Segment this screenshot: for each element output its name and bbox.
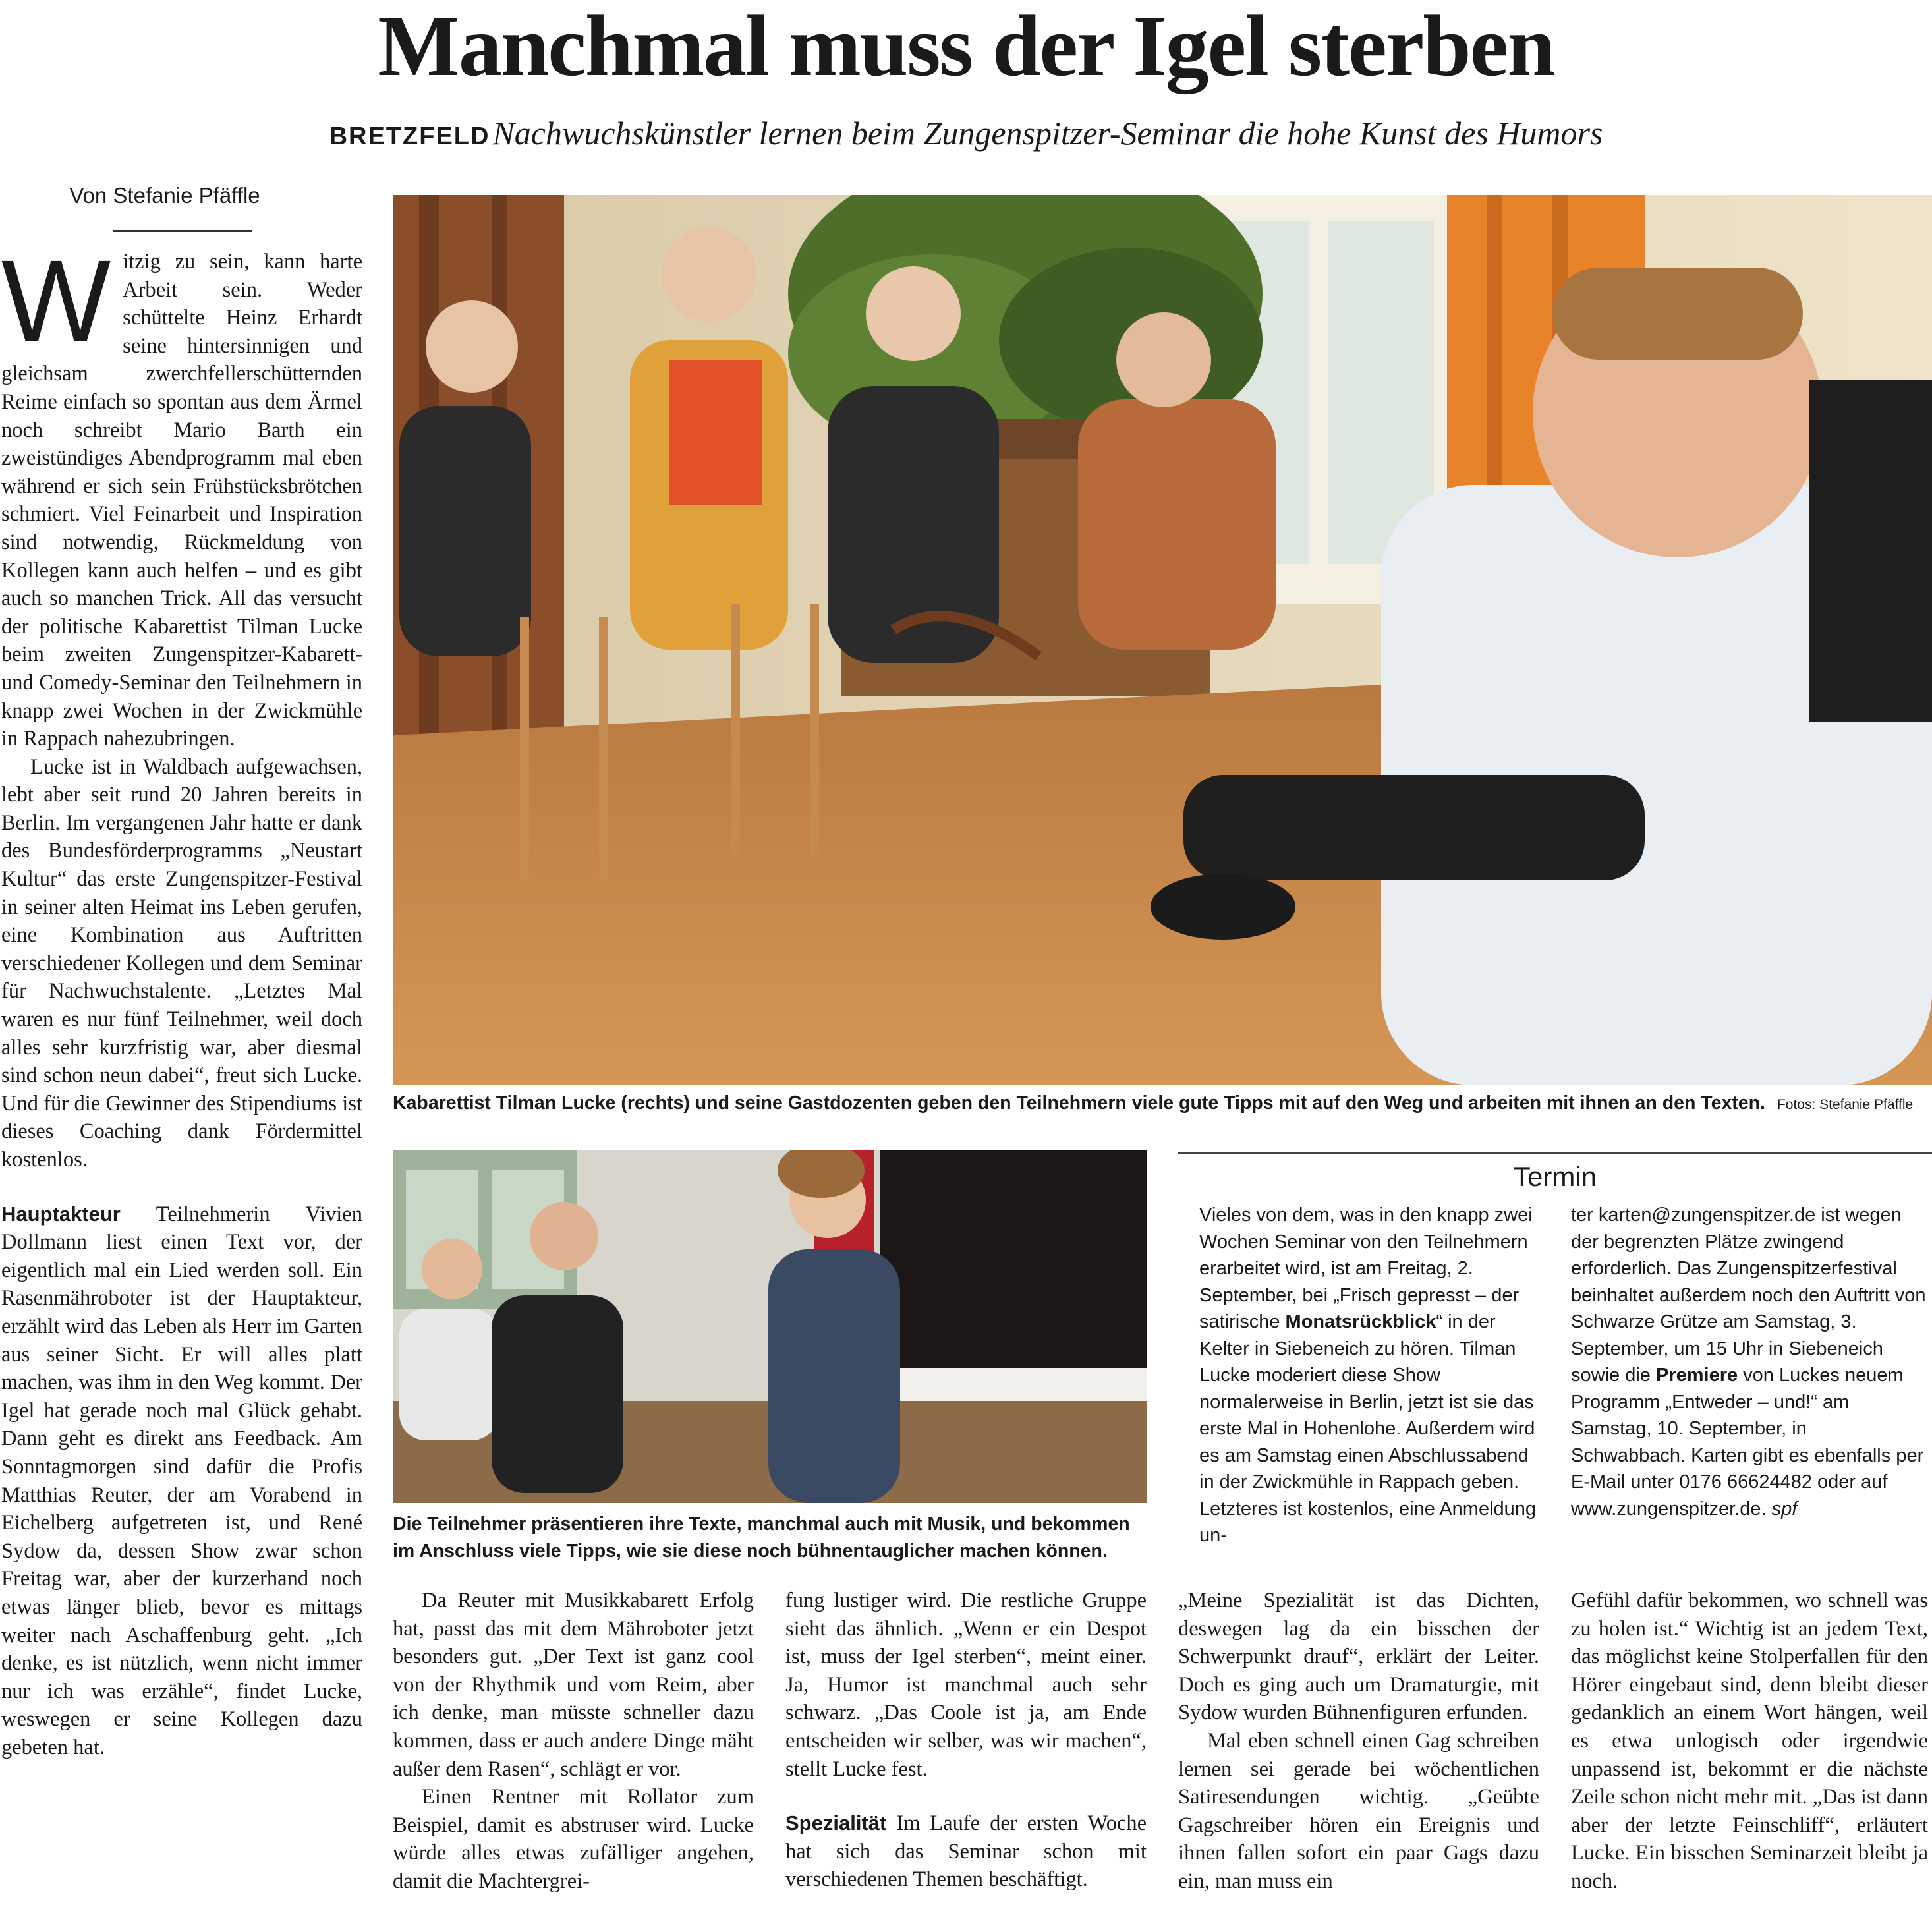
paragraph-1: itzig zu sein, kann harte Arbeit sein. Weder schüttelte Heinz Erhardt seine hintersinnigen und gleichsam zwerchfellerschütternden Reime einfach so spontan aus dem Ärmel noch schreibt Mario Barth ein zweistündiges Abendprogramm mal eben während er sich sein Frühstücksbrötchen schmiert. Viel Feinarbeit und Inspiration sind notwendig, Rückmeldung von Kollegen kann auch helfen – und es gibt auch so manchen Trick. All das versucht der politische Kabarettist Tilman Lucke beim zweiten Zungenspitzer-Kabarett- und Comedy-Seminar den Teilnehmern in knapp zwei Wochen in der Zwickmühle in Rappach nahezubringen.: [1, 250, 362, 751]
photo-credit: Fotos: Stefanie Pfäffle: [1776, 1097, 1914, 1112]
col4-paragraph-1: „Meine Spezialität ist das Dichten, deswegen lag da ein bisschen der Schwerpunkt drauf“, erklärt der Leiter. Doch es ging auch um Dramaturgie, mit Sydow wurden Bühnenfiguren erfunden.: [1178, 1589, 1539, 1725]
info-right-text-2: von Luckes neuem Programm „Entweder – und!“ am Samstag, 10. September, in Schwabbach. Karten gibt es ebenfalls per E-Mail unter 0176 66624482 oder auf www.zungenspitzer.de.: [1571, 1365, 1924, 1519]
col3-paragraph-2-text: Im Laufe der ersten Woche hat sich das Seminar schon mit verschiedenen Themen beschäftigt.: [785, 1811, 1147, 1892]
subheadline: [0, 107, 1932, 159]
byline-rule: [113, 230, 252, 232]
info-left-text-1: Vieles von dem, was in den knapp zwei Wochen Seminar von den Teilnehmern erarbeitet wird, ist am Freitag, 2. September, bei „Frisch gepresst – der satirische: [1199, 1205, 1533, 1332]
col5-paragraph-1: Gefühl dafür bekommen, wo schnell was zu holen ist.“ Wichtig ist an jedem Text, das möglichst keine Stolperfallen für den Hörer eingebaut sind, denn bleibt dieser gedanklich an einem Wort hängen, weil es etwa unlogisch oder irgendwie unpassend ist, bekommt er die nächste Zeile schon nicht mehr mit. „Das ist dann aber der letzte Feinschliff“, erläutert Lucke. Ein bisschen Seminarzeit bleibt ja noch.: [1571, 1589, 1928, 1893]
col2-paragraph-2: Einen Rentner mit Rollator zum Beispiel, damit es abstruser wird. Lucke würde alles etwas zufälliger angehen, damit die Machtergrei-: [393, 1785, 754, 1893]
subhead-hauptakteur: Hauptakteur: [1, 1202, 121, 1226]
article-column-5: [1571, 1587, 1928, 1930]
second-photo-caption: [393, 1511, 1151, 1565]
piano-photo-illustration: [393, 1150, 1147, 1503]
headline: Manchmal muss der Igel sterben: [378, 0, 1554, 94]
paragraph-3-text: Teilnehmerin Vivien Dollmann liest einen Text vor, der eigentlich mal ein Lied werden soll. Ein Rasenmähroboter ist der Hauptakteur, erzählt wird das Leben als Herr im Garten aus seiner Sicht. Er will alles platt machen, was ihm in den Weg kommt. Der Igel hat gerade noch mal Glück gehabt. Dann geht es direkt ans Feedback. Am Sonntagmorgen sind dafür die Profis Matthias Reuter, der am Vorabend in Eichelberg aufgetreten ist, und René Sydow da, dessen Show zwar schon Freitag war, aber der kurzerhand noch etwas länger blieb, bevor es mittags weiter nach Aschaffenburg geht. „Ich denke, es ist nützlich, wenn nicht immer nur ich was erzähle“, findet Lucke, weswegen er seine Kollegen dazu gebeten hat.: [1, 1202, 362, 1759]
info-right-text-1: ter karten@zungenspitzer.de ist wegen der begrenzten Plätze zwingend erforderlich. Das Zungenspitzerfestival beinhaltet außerdem noch den Auftritt von Schwarze Grütze am Samstag, 3. September, um 15 Uhr in Siebeneich sowie die: [1571, 1205, 1926, 1386]
article-column-1: [1, 248, 362, 1928]
article-column-2: [393, 1587, 754, 1930]
article-column-4: [1178, 1587, 1539, 1930]
seminar-photo-illustration: [393, 195, 1932, 1085]
article-column-3: [785, 1587, 1147, 1930]
paragraph-3: [1, 1201, 362, 1762]
info-box-title: Termin: [1513, 1161, 1597, 1192]
main-photo: [393, 195, 1932, 1085]
info-box-rule: [1178, 1152, 1932, 1154]
info-box-column-2: [1571, 1202, 1927, 1522]
info-box-column-1: [1199, 1202, 1542, 1549]
info-right-bold: Premiere: [1655, 1365, 1738, 1386]
location-kicker: BRETZFELD: [329, 123, 490, 150]
paragraph-2: Lucke ist in Waldbach aufgewachsen, lebt aber seit rund 20 Jahren bereits in Berlin. Im vergangenen Jahr hatte er dank des Bundesförderprogramms „Neustart Kultur“ das erste Zungenspitzer-Festival in seiner alten Heimat ins Leben gerufen, eine Kombination aus Auftritten verschiedener Kollegen und dem Seminar für Nachwuchstalente. „Letztes Mal waren es nur fünf Teilnehmer, weil doch alles sehr kurzfristig war, aber diesmal sind schon neun dabei“, freut sich Lucke. Und für die Gewinner des Stipendiums ist dieses Coaching dank Fördermittel kostenlos.: [1, 754, 362, 1172]
main-caption-text: Kabarettist Tilman Lucke (rechts) und seine Gastdozenten geben den Teilnehmern viele gute Tipps mit auf den Weg und arbeiten mit ihnen an den Texten.: [393, 1093, 1765, 1114]
second-caption-line-1: Die Teilnehmer präsentieren ihre Texte, manchmal auch mit Musik, und bekommen: [393, 1514, 1130, 1535]
main-photo-caption: [393, 1090, 1932, 1118]
col2-paragraph-1: Da Reuter mit Musikkabarett Erfolg hat, passt das mit dem Mähroboter jetzt besonders gut. „Der Text ist ganz cool von der Rhythmik und vom Reim, aber ich denke, man müsste schneller dazu kommen, dass er auch andere Dinge mäht außer dem Rasen“, schlägt er vor.: [393, 1589, 754, 1781]
second-caption-line-2: im Anschluss viele Tipps, wie sie diese noch bühnentauglicher machen können.: [393, 1541, 1108, 1562]
drop-cap: W: [1, 248, 111, 366]
col3-paragraph-1: fung lustiger wird. Die restliche Gruppe sieht das ähnlich. „Wenn er ein Despot ist, muss der Igel sterben“, meint einer. Ja, Humor ist manchmal auch sehr schwarz. „Das Coole ist ja, am Ende entscheiden wir selber, was wir machen“, stellt Lucke fest.: [785, 1589, 1147, 1781]
second-photo: [393, 1150, 1147, 1503]
info-left-bold: Monatsrückblick: [1285, 1311, 1436, 1332]
info-signature: spf: [1771, 1498, 1798, 1519]
byline: Von Stefanie Pfäffle: [69, 183, 260, 208]
col4-paragraph-2: Mal eben schnell einen Gag schreiben lernen sei gerade bei wöchentlichen Satiresendungen wichtig. „Geübte Gagschreiber hören ein Ereignis und ihnen fallen sofort ein paar Gags dazu ein, man muss ein: [1178, 1728, 1539, 1893]
col3-paragraph-2: [785, 1809, 1147, 1894]
info-left-text-2: “ in der Kelter in Siebeneich zu hören. Tilman Lucke moderiert diese Show normalerweise in Berlin, jetzt ist sie das erste Mal in Hohenlohe. Außerdem wird es am Samstag einen Abschlussabend in der Zwickmühle in Rappach geben. Letzteres ist kostenlos, eine Anmeldung un-: [1199, 1311, 1537, 1546]
subheadline-text: Nachwuchskünstler lernen beim Zungenspitzer-Seminar die hohe Kunst des Humors: [492, 115, 1603, 152]
subhead-spezialitaet: Spezialität: [785, 1811, 887, 1835]
